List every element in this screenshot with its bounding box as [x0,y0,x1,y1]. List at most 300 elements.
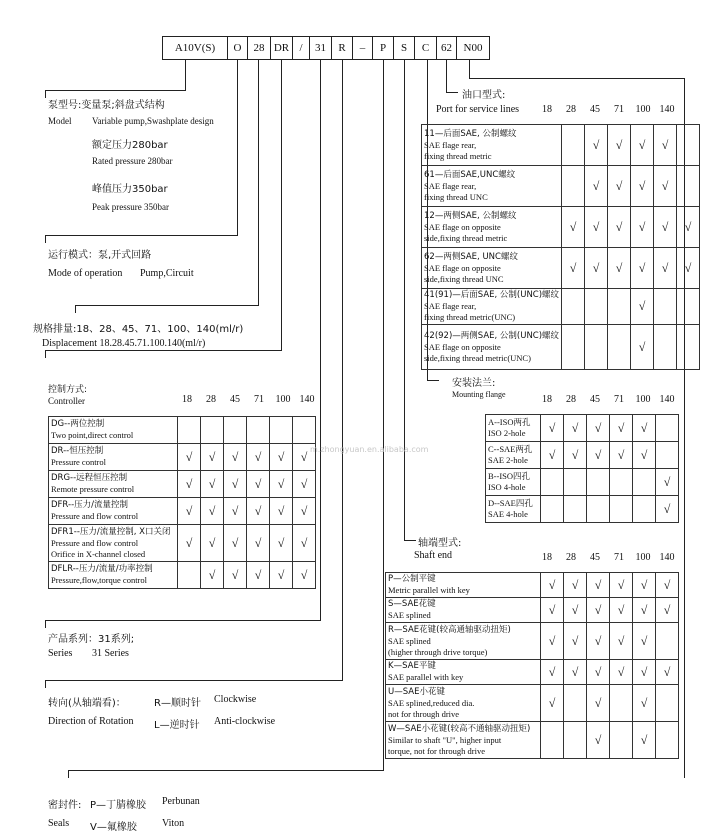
controller-title-cn: 控制方式: [48,385,88,395]
check-mark: √ [661,178,669,193]
check-cell [201,525,224,562]
code-box: DR [270,36,293,60]
check-cell [541,442,564,469]
check-cell [178,525,201,562]
check-cell [677,248,700,289]
row-label-line: fixing thread metric(UNC) [424,312,516,322]
row-label-line: R—SAE花键(较高通轴驱动扭矩) [388,624,511,635]
row-label-line: Orifice in X-channel closed [51,548,146,559]
check-cell [587,623,610,660]
check-mark: √ [548,420,556,435]
code-box: 62 [436,36,457,60]
check-cell [608,289,631,325]
check-mark: √ [617,664,625,679]
row-label-line: ISO 2-hole [488,428,526,438]
table-row [49,525,316,562]
check-mark: √ [571,420,579,435]
code-box: R [331,36,353,60]
seals-v-en: Viton [162,818,185,829]
check-mark: √ [548,577,556,592]
row-label-line: SAE splined,reduced dia. [388,697,475,708]
check-cell [224,417,247,444]
table-row [386,573,679,598]
check-cell [677,325,700,370]
code-box: 31 [309,36,332,60]
rotation-en: Direction of Rotation [48,716,134,727]
row-label-line: C--SAE两孔 [488,444,533,454]
size-label: 140 [659,552,675,563]
check-cell [656,573,679,598]
check-mark: √ [571,633,579,648]
model-label: Model [48,116,72,126]
row-label [422,325,562,370]
size-label: 100 [275,394,291,405]
check-mark: √ [640,602,648,617]
shaft-title-en: Shaft end [414,550,453,561]
table-row [422,248,700,289]
row-label-line: SAE flage on opposite [424,341,501,352]
check-mark: √ [592,178,600,193]
check-cell [541,496,564,523]
row-label [386,573,541,598]
check-mark: √ [254,567,262,582]
row-label [422,248,562,289]
check-cell [564,685,587,722]
size-label: 18 [542,104,552,115]
check-mark: √ [185,476,193,491]
table-row [386,623,679,660]
row-label-line: Pressure control [51,457,107,467]
seals-p-en: Perbunan [162,796,200,807]
row-label [422,125,562,166]
row-label-line: W—SAE小花键(较高不通轴驱动扭矩) [388,723,531,734]
check-mark: √ [548,602,556,617]
row-label [49,417,178,444]
code-box: 28 [247,36,271,60]
check-cell [608,325,631,370]
row-label-line: S—SAE花键 [388,599,436,609]
rotation-l-cn: L—逆时针 [154,720,200,731]
check-cell [564,598,587,623]
check-cell [564,442,587,469]
peak-pressure-cn: 峰值压力350bar [92,184,168,195]
table-row [49,417,316,444]
code-box: S [393,36,415,60]
check-mark: √ [592,260,600,275]
row-label-line: SAE flage rear, [424,139,477,150]
check-cell [270,498,293,525]
check-mark: √ [594,664,602,679]
row-label-line: Pressure,flow,torque control [51,575,147,585]
check-cell [608,248,631,289]
check-mark: √ [638,260,646,275]
size-label: 45 [230,394,240,405]
size-label: 140 [659,394,675,405]
check-cell [585,248,608,289]
check-cell [608,166,631,207]
operation-cn: 运行模式：泵,开式回路 [48,250,152,261]
row-label-line: SAE splined [388,610,431,620]
size-label: 28 [566,104,576,115]
rated-pressure-en: Rated pressure 280bar [92,156,173,166]
row-label-line: 42(92)—两侧SAE, 公制(UNC)螺纹 [424,330,560,341]
check-mark: √ [638,137,646,152]
check-cell [656,660,679,685]
check-mark: √ [254,449,262,464]
check-cell [587,598,610,623]
check-mark: √ [663,664,671,679]
check-mark: √ [208,503,216,518]
check-mark: √ [571,664,579,679]
table-row [49,562,316,589]
size-label: 28 [206,394,216,405]
check-cell [247,525,270,562]
rotation-r-en: Clockwise [214,694,257,705]
table-row [49,471,316,498]
row-label-line: (higher through drive torque) [388,646,488,657]
check-mark: √ [617,577,625,592]
check-cell [677,166,700,207]
check-cell [293,471,316,498]
check-mark: √ [300,476,308,491]
size-label: 71 [614,394,624,405]
check-mark: √ [615,178,623,193]
size-label: 18 [542,394,552,405]
check-mark: √ [617,420,625,435]
check-cell [677,289,700,325]
row-label [386,685,541,722]
check-cell [633,685,656,722]
row-label [486,442,541,469]
check-cell [610,598,633,623]
check-mark: √ [254,535,262,550]
check-mark: √ [231,449,239,464]
check-mark: √ [548,447,556,462]
check-cell [564,722,587,759]
check-cell [201,444,224,471]
check-cell [656,496,679,523]
check-cell [585,325,608,370]
check-mark: √ [594,577,602,592]
check-cell [270,444,293,471]
check-cell [656,722,679,759]
row-label-line: D--SAE四孔 [488,498,533,508]
row-label [386,722,541,759]
check-mark: √ [208,567,216,582]
check-cell [610,469,633,496]
check-mark: √ [638,219,646,234]
check-cell [656,469,679,496]
check-cell [633,442,656,469]
check-cell [247,471,270,498]
check-cell [587,660,610,685]
check-mark: √ [208,449,216,464]
check-cell [178,471,201,498]
check-cell [541,660,564,685]
row-label-line: SAE 2-hole [488,455,528,465]
check-mark: √ [663,501,671,516]
size-label: 28 [566,394,576,405]
check-mark: √ [638,339,646,354]
size-label: 28 [566,552,576,563]
check-cell [562,166,585,207]
check-mark: √ [571,602,579,617]
operation-en-value: Pump,Circuit [140,268,194,279]
check-cell [564,469,587,496]
code-box: A10V(S) [162,36,228,60]
check-mark: √ [277,449,285,464]
check-cell [587,442,610,469]
check-mark: √ [640,633,648,648]
check-mark: √ [617,633,625,648]
row-label-line: Pressure and flow control [51,537,139,548]
size-label: 140 [659,104,675,115]
check-cell [564,496,587,523]
check-cell [201,417,224,444]
rotation-r-cn: R—顺时针 [154,698,201,709]
flange-title-en: Mounting flange [452,390,506,399]
flange-table [485,414,679,523]
check-cell [270,562,293,589]
table-row [422,325,700,370]
check-mark: √ [208,476,216,491]
seals-p-cn: P—丁腈橡胶 [90,800,147,811]
check-cell [654,166,677,207]
check-mark: √ [640,577,648,592]
check-cell [633,598,656,623]
check-mark: √ [594,602,602,617]
check-cell [656,623,679,660]
rotation-l-en: Anti-clockwise [214,716,276,727]
check-mark: √ [615,260,623,275]
check-mark: √ [594,695,602,710]
size-label: 18 [542,552,552,563]
check-cell [178,498,201,525]
row-label-line: side,fixing thread metric(UNC) [424,352,531,363]
row-label [49,498,178,525]
row-label-line: K—SAE平键 [388,661,436,671]
table-row [386,722,679,759]
check-mark: √ [663,577,671,592]
check-cell [633,660,656,685]
check-cell [585,166,608,207]
check-cell [224,498,247,525]
size-label: 71 [254,394,264,405]
check-cell [587,415,610,442]
table-row [486,496,679,523]
check-cell [224,444,247,471]
seals-v-cn: V—氟橡胶 [90,822,137,833]
displacement-en: Displacement 18.28.45.71.100.140(ml/r) [42,338,206,349]
series-cn: 产品系列：31系列; [48,634,135,645]
row-label-line: DFR1--压力/流量控制, X口关闭 [51,526,171,537]
check-cell [587,685,610,722]
check-mark: √ [300,535,308,550]
flange-title-cn: 安装法兰: [452,378,496,389]
table-row [49,498,316,525]
row-label-line: SAE parallel with key [388,672,464,682]
row-label-line: Remote pressure control [51,484,135,494]
size-label: 18 [182,394,192,405]
row-label [386,660,541,685]
row-label-line: side,fixing thread UNC [424,273,504,284]
controller-table [48,416,316,589]
row-label-line: DFR--压力/流量控制 [51,500,128,510]
check-cell [224,525,247,562]
check-cell [564,660,587,685]
check-cell [587,496,610,523]
check-cell [587,722,610,759]
shaft-table [385,572,679,759]
row-label-line: DRG--远程恒压控制 [51,473,128,483]
check-cell [587,469,610,496]
check-mark: √ [231,535,239,550]
check-cell [541,469,564,496]
check-cell [293,562,316,589]
check-cell [610,496,633,523]
check-cell [562,207,585,248]
row-label [49,562,178,589]
check-cell [541,415,564,442]
shaft-title-cn: 轴端型式: [418,538,462,549]
check-cell [178,562,201,589]
check-mark: √ [663,474,671,489]
check-mark: √ [277,535,285,550]
check-mark: √ [571,447,579,462]
check-mark: √ [277,567,285,582]
check-mark: √ [592,219,600,234]
check-cell [631,207,654,248]
check-cell [562,325,585,370]
row-label-line: DFLR--压力/流量/功率控制 [51,564,153,574]
table-row [422,125,700,166]
check-cell [201,498,224,525]
check-cell [677,125,700,166]
check-cell [541,722,564,759]
row-label-line: SAE 4-hole [488,509,528,519]
check-cell [610,660,633,685]
table-row [486,469,679,496]
row-label-line: SAE flage on opposite [424,262,501,273]
check-cell [610,415,633,442]
check-cell [247,562,270,589]
check-cell [270,417,293,444]
check-cell [562,289,585,325]
check-mark: √ [231,476,239,491]
check-mark: √ [231,503,239,518]
operation-en-label: Mode of operation [48,268,123,279]
check-cell [608,125,631,166]
check-mark: √ [661,219,669,234]
check-mark: √ [569,260,577,275]
check-cell [677,207,700,248]
row-label-line: Similar to shaft "U", higher input [388,734,502,745]
code-box: – [352,36,373,60]
check-mark: √ [548,695,556,710]
check-cell [587,573,610,598]
series-en-value: 31 Series [92,648,129,659]
pump-type-cn: 泵型号:变量泵;斜盘式结构 [48,100,165,111]
check-cell [293,525,316,562]
row-label-line: P—公制平键 [388,574,436,584]
check-mark: √ [208,535,216,550]
check-mark: √ [592,137,600,152]
row-label-line: 12—两侧SAE, 公制螺纹 [424,210,517,221]
row-label-line: torque, not for through drive [388,745,486,756]
check-cell [610,623,633,660]
size-label: 45 [590,394,600,405]
row-label-line: DG--两位控制 [51,419,105,429]
check-cell [633,469,656,496]
table-row [386,660,679,685]
check-mark: √ [640,732,648,747]
check-cell [654,325,677,370]
check-mark: √ [254,503,262,518]
check-mark: √ [640,664,648,679]
table-row [422,166,700,207]
table-row [486,415,679,442]
controller-title-en: Controller [48,396,85,406]
check-mark: √ [594,447,602,462]
check-cell [654,207,677,248]
check-mark: √ [548,633,556,648]
check-mark: √ [638,299,646,313]
row-label-line: 41(91)—后面SAE, 公制(UNC)螺纹 [424,290,560,300]
check-cell [631,325,654,370]
row-label [486,496,541,523]
check-cell [541,573,564,598]
table-row [486,442,679,469]
check-cell [656,685,679,722]
check-cell [564,573,587,598]
check-mark: √ [594,420,602,435]
row-label [386,623,541,660]
check-mark: √ [254,476,262,491]
check-cell [656,598,679,623]
check-mark: √ [300,449,308,464]
row-label-line: 61—后面SAE,UNC螺纹 [424,169,516,180]
check-mark: √ [661,137,669,152]
row-label-line: SAE flage rear, [424,180,477,191]
check-cell [633,496,656,523]
check-mark: √ [617,447,625,462]
check-cell [178,444,201,471]
port-title-en: Port for service lines [436,104,520,115]
row-label-line: side,fixing thread metric [424,232,508,243]
check-cell [610,573,633,598]
row-label-line: U—SAE小花键 [388,686,445,697]
table-row [422,289,700,325]
check-cell [541,685,564,722]
check-cell [541,598,564,623]
peak-pressure-en: Peak pressure 350bar [92,202,169,212]
check-cell [656,415,679,442]
size-label: 45 [590,552,600,563]
check-mark: √ [615,219,623,234]
check-cell [541,623,564,660]
check-mark: √ [571,577,579,592]
check-mark: √ [640,695,648,710]
size-label: 100 [635,552,651,563]
row-label [486,469,541,496]
check-cell [631,289,654,325]
check-cell [562,125,585,166]
row-label [422,289,562,325]
table-row [422,207,700,248]
code-box: P [372,36,394,60]
check-cell [247,417,270,444]
check-cell [224,471,247,498]
